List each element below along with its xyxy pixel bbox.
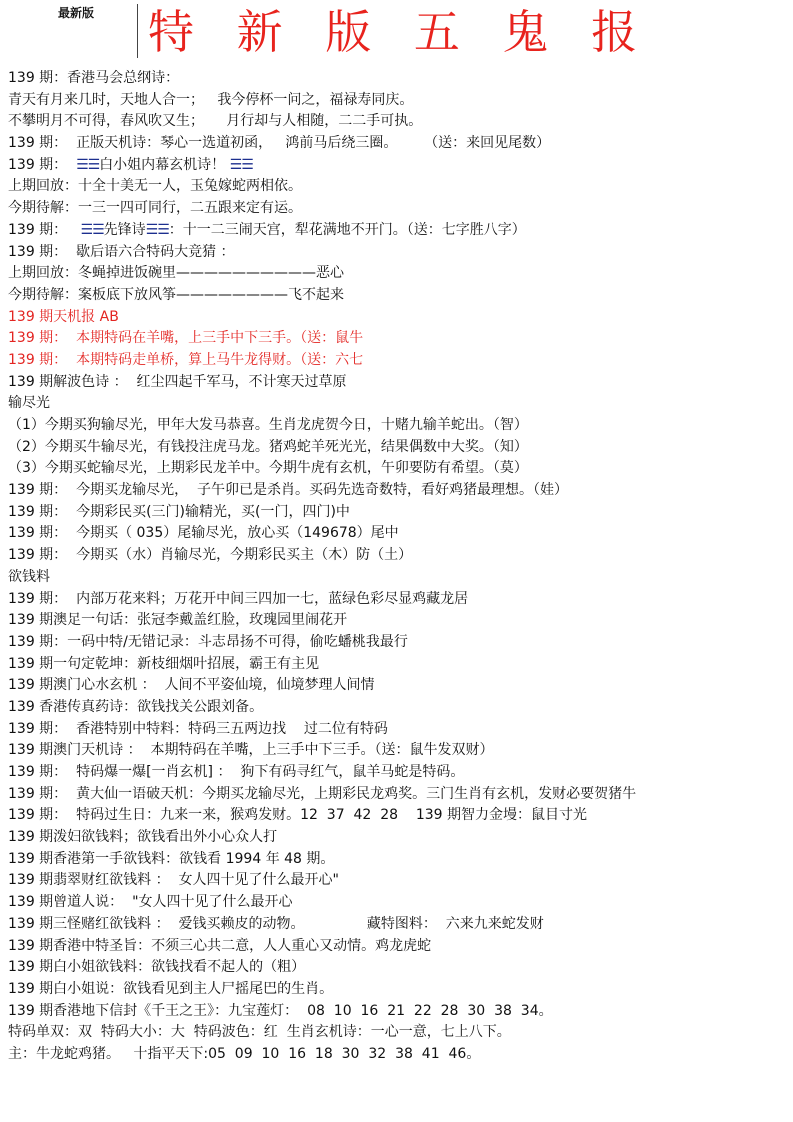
text-line: 139 期香港第一手欲钱料：欲钱看 1994 年 48 期。 bbox=[8, 850, 335, 867]
edition-tag: 最新版 bbox=[58, 6, 95, 20]
text-line: 139 期翡翠财红欲钱料 ： 女人四十见了什么最开心" bbox=[8, 872, 339, 889]
text-line: 今期待解：一三一四可同行，二五跟来定有运。 bbox=[8, 200, 302, 217]
text-line: 特码单双：双 特码大小：大 特码波色：红 生肖玄机诗：一心一意，七上八下。 bbox=[8, 1024, 511, 1041]
text-line: 139 期： 特码过生日：九来一来，猴鸡发财。12 37 42 28 139 期智力金墁：鼠目寸光 bbox=[8, 807, 588, 824]
text-line: 139 期： 香港特别中特料：特码三五两边找 过二位有特码 bbox=[8, 720, 388, 737]
line-text-segment: 白小姐内幕玄机诗！ bbox=[99, 156, 230, 173]
text-line: 139 期：香港马会总纲诗： bbox=[8, 70, 180, 86]
text-line: 139 香港传真药诗：欲钱找关公跟刘备。 bbox=[8, 698, 264, 715]
text-line: 139 期： 歇后语六合特码大竞猜 ： bbox=[8, 243, 235, 260]
text-line: 139 期曾道人说： "女人四十见了什么最开心 bbox=[8, 894, 293, 911]
text-line: 139 期天机报 AB bbox=[8, 308, 119, 325]
text-line: 139 期澳门心水玄机 ： 人间不平姿仙境，仙境梦理人间情 bbox=[8, 677, 375, 694]
text-line: 139 期： 今期买（水）肖输尽光，今期彩民买主（木）防（土） bbox=[8, 547, 413, 564]
text-line: （2）今期买牛输尽光，有钱投注虎马龙。猪鸡蛇羊死光光，结果偶数中大奖。（知） bbox=[8, 438, 528, 455]
page-title: 特 新 版 五 鬼 报 bbox=[148, 5, 652, 59]
text-line: 不攀明月不可得，春风吹又生； 月行却与人相随，二二手可执。 bbox=[8, 113, 423, 130]
header bbox=[0, 0, 793, 66]
bars-icon: ☰☰ bbox=[229, 156, 253, 173]
header-divider bbox=[137, 4, 138, 58]
text-line: 139 期白小姐说：欲钱看见到主人尸摇尾巴的生肖。 bbox=[8, 980, 334, 997]
text-line: 青天有月来几时，天地人合一； 我今停杯一问之，福禄寿同庆。 bbox=[8, 91, 414, 108]
text-line: 139 期： 今期买（ 035）尾输尽光，放心买（149678）尾中 bbox=[8, 525, 399, 542]
text-line: 139 期： 正版天机诗：琴心一选道初函， 鸿前马后绕三圈。 （送：来回见尾数） bbox=[8, 135, 551, 152]
text-line: 上期回放：冬蝇掉进饭碗里——————————恶心 bbox=[8, 265, 344, 282]
text-line: 139 期泼妇欲钱料；欲钱看出外小心众人打 bbox=[8, 829, 278, 846]
bars-icon: ☰☰ bbox=[145, 221, 169, 238]
text-line bbox=[8, 155, 788, 177]
text-line bbox=[8, 220, 788, 242]
text-line: 139 期： 本期特码在羊嘴，上三手中下三手。（送：鼠牛 bbox=[8, 330, 364, 347]
text-line: 139 期香港地下信封《千王之王》：九宝莲灯： 08 10 16 21 22 28 30 38 34。 bbox=[8, 1002, 553, 1019]
text-line: 139 期解波色诗 ： 红尘四起千军马，不计寒天过草原 bbox=[8, 373, 347, 390]
bars-icon: ☰☰ bbox=[76, 156, 100, 173]
text-line: 今期待解：案板底下放风筝————————飞不起来 bbox=[8, 286, 344, 303]
text-line: 139 期：一码中特/无错记录：斗志昂扬不可得，偷吃蟠桃我最行 bbox=[8, 633, 408, 650]
text-line: 139 期白小姐欲钱料：欲钱找看不起人的（粗） bbox=[8, 959, 306, 976]
line-text-segment: 139 期： bbox=[8, 156, 77, 173]
text-line: 139 期： 今期彩民买(三门)输精光，买(一门，四门)中 bbox=[8, 503, 350, 520]
text-line: 139 期香港中特圣旨：不须三心共二意，人人重心又动情。鸡龙虎蛇 bbox=[8, 937, 432, 954]
text-line: 139 期澳足一句话：张冠李戴盖红脸，玫瑰园里闹花开 bbox=[8, 612, 348, 629]
text-line: 139 期： 黄大仙一语破天机：今期买龙输尽光，上期彩民龙鸡奖。三门生肖有玄机，发财必要贺猪牛 bbox=[8, 785, 637, 802]
text-line: 139 期一句定乾坤：新枝细烟叶招展，霸王有主见 bbox=[8, 655, 320, 672]
line-text-segment: 先锋诗 bbox=[103, 221, 146, 238]
line-text-segment: 139 期： bbox=[8, 221, 81, 238]
text-line: （3）今期买蛇输尽光，上期彩民龙羊中。今期牛虎有玄机，午卯要防有希望。（莫） bbox=[8, 460, 528, 477]
text-line: 139 期澳门天机诗 ： 本期特码在羊嘴，上三手中下三手。（送：鼠牛发双财） bbox=[8, 742, 494, 759]
line-text-segment: ：十一二三闹天宫，犁花满地不开门。（送：七字胜八字） bbox=[168, 221, 526, 238]
text-line: 139 期三怪赌红欲钱料 ： 爱钱买赖皮的动物。 藏特图料： 六来九来蛇发财 bbox=[8, 915, 544, 932]
text-line: 139 期： 今期买龙输尽光， 子午卯已是杀肖。买码先选奇数特，看好鸡猪最理想。（娃） bbox=[8, 482, 568, 499]
text-line: （1）今期买狗输尽光，甲年大发马恭喜。生肖龙虎贺今日，十赌九输羊蛇出。（智） bbox=[8, 417, 528, 433]
text-line: 欲钱料 bbox=[8, 568, 50, 585]
text-line: 主：牛龙蛇鸡猪。 十指平天下:05 09 10 16 18 30 32 38 41 46。 bbox=[8, 1045, 481, 1062]
text-line: 上期回放：十全十美无一人，玉兔嫁蛇两相依。 bbox=[8, 178, 302, 195]
text-line: 139 期： 特码爆一爆[一肖玄机] ： 狗下有码寻红气，鼠羊马蛇是特码。 bbox=[8, 764, 465, 780]
text-line: 139 期： 本期特码走单桥，算上马牛龙得财。（送：六七 bbox=[8, 351, 364, 368]
bars-icon: ☰☰ bbox=[80, 221, 104, 238]
content-lines bbox=[8, 68, 788, 1066]
text-line: 输尽光 bbox=[8, 395, 50, 412]
text-line: 139 期： 内部万花来料；万花开中间三四加一七，蓝绿色彩尽显鸡藏龙居 bbox=[8, 590, 469, 607]
